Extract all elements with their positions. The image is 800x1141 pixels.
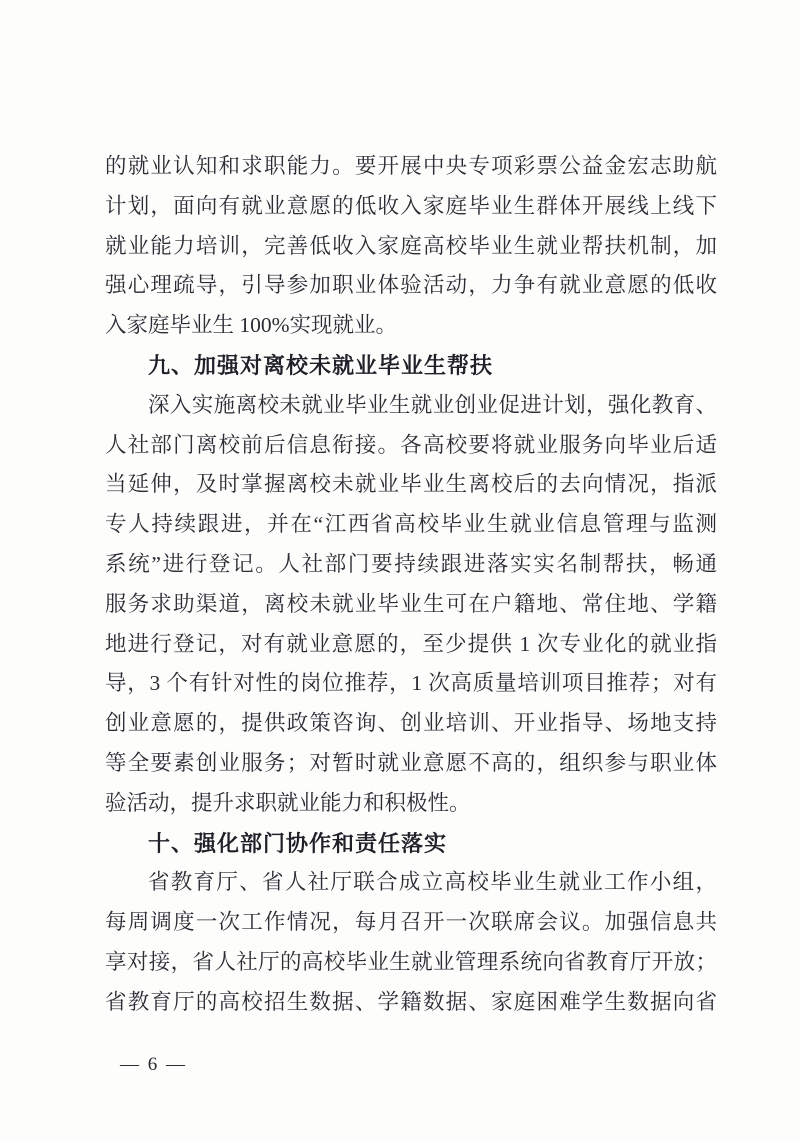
- text-line: 导，3 个有针对性的岗位推荐，1 次高质量培训项目推荐；对有: [105, 671, 717, 696]
- text-line: 入家庭毕业生 100%实现就业。: [105, 313, 398, 338]
- text-line: 享对接，省人社厅的高校毕业生就业管理系统向省教育厅开放；: [105, 949, 717, 974]
- text-line: 创业意愿的，提供政策咨询、创业培训、开业指导、场地支持: [105, 711, 717, 736]
- section-9-heading: 九、加强对离校未就业毕业生帮扶: [148, 352, 494, 378]
- text-line: 计划，面向有就业意愿的低收入家庭毕业生群体开展线上线下: [105, 193, 717, 218]
- text-line: 专人持续跟进，并在“江西省高校毕业生就业信息管理与监测: [105, 512, 717, 537]
- text-line: 地进行登记，对有就业意愿的，至少提供 1 次专业化的就业指: [105, 631, 717, 656]
- text-line: 服务求助渠道，离校未就业毕业生可在户籍地、常住地、学籍: [105, 591, 717, 616]
- text-line: 人社部门离校前后信息衔接。各高校要将就业服务向毕业后适: [105, 432, 717, 457]
- text-line: 验活动，提升求职就业能力和积极性。: [105, 790, 471, 815]
- page-number: — 6 —: [120, 1054, 187, 1075]
- text-line: 系统”进行登记。人社部门要持续跟进落实实名制帮扶，畅通: [105, 551, 717, 576]
- text-line: 强心理疏导，引导参加职业体验活动，力争有就业意愿的低收: [105, 273, 717, 298]
- text-line: 当延伸，及时掌握离校未就业毕业生离校后的去向情况，指派: [105, 472, 717, 497]
- text-line: 深入实施离校未就业毕业生就业创业促进计划，强化教育、: [148, 392, 717, 417]
- text-line: 的就业认知和求职能力。要开展中央专项彩票公益金宏志助航: [105, 154, 717, 178]
- text-line: 省教育厅、省人社厅联合成立高校毕业生就业工作小组，: [148, 870, 717, 895]
- text-line: 每周调度一次工作情况，每月召开一次联席会议。加强信息共: [105, 910, 717, 935]
- text-line: 就业能力培训，完善低收入家庭高校毕业生就业帮扶机制，加: [105, 233, 717, 258]
- text-line: 省教育厅的高校招生数据、学籍数据、家庭困难学生数据向省: [105, 989, 717, 1014]
- text-line: 等全要素创业服务；对暂时就业意愿不高的，组织参与职业体: [105, 750, 717, 775]
- section-10-heading: 十、强化部门协作和责任落实: [148, 830, 448, 856]
- document-body: [105, 147, 717, 1023]
